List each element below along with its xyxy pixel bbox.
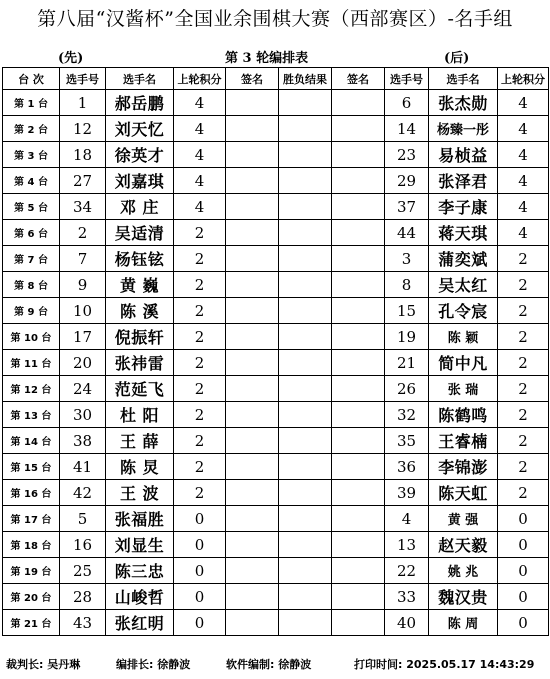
white-player-name: 陈天虹 [429, 480, 498, 506]
black-player-number: 12 [60, 116, 106, 142]
black-player-name: 王 薛 [106, 428, 174, 454]
white-player-number: 33 [385, 584, 429, 610]
white-signature [332, 584, 385, 610]
black-player-name: 陈三忠 [106, 558, 174, 584]
col-header-result: 胜负结果 [279, 68, 332, 90]
white-signature [332, 116, 385, 142]
white-player-name: 简中凡 [429, 350, 498, 376]
table-number: 第 20 台 [3, 584, 60, 610]
white-points: 2 [498, 298, 549, 324]
white-points: 4 [498, 90, 549, 116]
black-player-name: 刘天忆 [106, 116, 174, 142]
black-player-name: 杨钰铉 [106, 246, 174, 272]
white-player-number: 3 [385, 246, 429, 272]
table-row [3, 506, 549, 532]
black-points: 0 [174, 610, 226, 636]
white-signature [332, 194, 385, 220]
black-points: 0 [174, 558, 226, 584]
col-header-black-name: 选手名 [106, 68, 174, 90]
table-row [3, 584, 549, 610]
table-number: 第 15 台 [3, 454, 60, 480]
black-signature [226, 376, 279, 402]
white-player-name: 陈 周 [429, 610, 498, 636]
white-points: 2 [498, 246, 549, 272]
white-points: 0 [498, 532, 549, 558]
black-player-number: 1 [60, 90, 106, 116]
white-signature [332, 376, 385, 402]
black-points: 2 [174, 376, 226, 402]
black-player-number: 30 [60, 402, 106, 428]
table-row [3, 532, 549, 558]
black-player-number: 7 [60, 246, 106, 272]
white-player-number: 21 [385, 350, 429, 376]
result [279, 532, 332, 558]
col-header-white-no: 选手号 [385, 68, 429, 90]
white-player-name: 张杰勋 [429, 90, 498, 116]
col-header-white-points: 上轮积分 [498, 68, 549, 90]
black-signature [226, 350, 279, 376]
white-signature [332, 506, 385, 532]
white-player-number: 4 [385, 506, 429, 532]
black-signature [226, 584, 279, 610]
black-player-name: 张祎雷 [106, 350, 174, 376]
black-player-name: 范延飞 [106, 376, 174, 402]
white-player-number: 19 [385, 324, 429, 350]
page-title: 第八届“汉酱杯”全国业余围棋大赛（西部赛区）-名手组 [37, 8, 513, 30]
arranger-text: 编排长: 徐静波 [116, 658, 191, 671]
table-row [3, 116, 549, 142]
referee-text: 裁判长: 吴丹琳 [6, 658, 81, 671]
black-points: 2 [174, 298, 226, 324]
table-number: 第 17 台 [3, 506, 60, 532]
table-row [3, 376, 549, 402]
white-player-number: 14 [385, 116, 429, 142]
table-row [3, 298, 549, 324]
table-row [3, 402, 549, 428]
black-signature [226, 454, 279, 480]
pairing-table [2, 67, 549, 636]
col-header-black-sign: 签名 [226, 68, 279, 90]
white-player-name: 赵天毅 [429, 532, 498, 558]
white-player-number: 26 [385, 376, 429, 402]
white-player-name: 姚 兆 [429, 558, 498, 584]
result [279, 610, 332, 636]
table-number: 第 2 台 [3, 116, 60, 142]
white-player-name: 蒋天琪 [429, 220, 498, 246]
table-row [3, 350, 549, 376]
round-label: 第 3 轮编排表 [225, 51, 309, 66]
white-points: 2 [498, 324, 549, 350]
white-points: 0 [498, 558, 549, 584]
black-player-name: 山峻哲 [106, 584, 174, 610]
black-player-number: 16 [60, 532, 106, 558]
table-number: 第 21 台 [3, 610, 60, 636]
black-player-name: 邓 庄 [106, 194, 174, 220]
result [279, 584, 332, 610]
table-number: 第 19 台 [3, 558, 60, 584]
black-signature [226, 506, 279, 532]
white-points: 0 [498, 506, 549, 532]
black-player-number: 38 [60, 428, 106, 454]
black-signature [226, 116, 279, 142]
table-row [3, 220, 549, 246]
white-points: 0 [498, 610, 549, 636]
table-row [3, 558, 549, 584]
white-player-number: 22 [385, 558, 429, 584]
col-header-table: 台 次 [3, 68, 60, 90]
black-signature [226, 558, 279, 584]
white-player-number: 35 [385, 428, 429, 454]
result [279, 558, 332, 584]
white-player-number: 8 [385, 272, 429, 298]
table-number: 第 8 台 [3, 272, 60, 298]
white-signature [332, 246, 385, 272]
white-points: 2 [498, 350, 549, 376]
white-player-number: 29 [385, 168, 429, 194]
white-player-number: 15 [385, 298, 429, 324]
table-number: 第 7 台 [3, 246, 60, 272]
table-row [3, 428, 549, 454]
white-player-name: 黄 强 [429, 506, 498, 532]
result [279, 142, 332, 168]
white-player-number: 6 [385, 90, 429, 116]
table-number: 第 13 台 [3, 402, 60, 428]
black-signature [226, 142, 279, 168]
white-player-number: 40 [385, 610, 429, 636]
result [279, 90, 332, 116]
black-player-name: 倪振轩 [106, 324, 174, 350]
black-signature [226, 428, 279, 454]
black-points: 2 [174, 480, 226, 506]
result [279, 506, 332, 532]
col-header-white-sign: 签名 [332, 68, 385, 90]
white-signature [332, 90, 385, 116]
black-signature [226, 168, 279, 194]
white-points: 4 [498, 194, 549, 220]
white-points: 4 [498, 168, 549, 194]
black-player-name: 杜 阳 [106, 402, 174, 428]
black-player-number: 17 [60, 324, 106, 350]
white-player-number: 23 [385, 142, 429, 168]
black-points: 4 [174, 116, 226, 142]
table-number: 第 9 台 [3, 298, 60, 324]
table-row [3, 610, 549, 636]
white-signature [332, 532, 385, 558]
black-player-name: 陈 溪 [106, 298, 174, 324]
white-player-name: 魏汉贵 [429, 584, 498, 610]
black-points: 2 [174, 454, 226, 480]
table-number: 第 16 台 [3, 480, 60, 506]
result [279, 428, 332, 454]
col-header-black-no: 选手号 [60, 68, 106, 90]
black-player-name: 王 波 [106, 480, 174, 506]
black-signature [226, 324, 279, 350]
table-number: 第 14 台 [3, 428, 60, 454]
black-player-name: 徐英才 [106, 142, 174, 168]
white-signature [332, 142, 385, 168]
table-number: 第 4 台 [3, 168, 60, 194]
black-points: 0 [174, 584, 226, 610]
white-points: 2 [498, 272, 549, 298]
white-player-number: 37 [385, 194, 429, 220]
software-text: 软件编制: 徐静波 [226, 658, 312, 671]
white-signature [332, 350, 385, 376]
black-player-number: 24 [60, 376, 106, 402]
print-time-text: 打印时间: 2025.05.17 14:43:29 [354, 658, 535, 671]
white-signature [332, 454, 385, 480]
black-player-number: 34 [60, 194, 106, 220]
black-signature [226, 402, 279, 428]
black-player-name: 郝岳鹏 [106, 90, 174, 116]
white-player-name: 李子康 [429, 194, 498, 220]
table-row [3, 324, 549, 350]
white-player-name: 李锦澎 [429, 454, 498, 480]
table-number: 第 6 台 [3, 220, 60, 246]
table-row [3, 480, 549, 506]
white-player-name: 易桢益 [429, 142, 498, 168]
black-points: 4 [174, 90, 226, 116]
black-player-number: 43 [60, 610, 106, 636]
black-player-name: 陈 炅 [106, 454, 174, 480]
black-player-number: 20 [60, 350, 106, 376]
white-player-number: 32 [385, 402, 429, 428]
white-player-name: 吴太红 [429, 272, 498, 298]
black-signature [226, 194, 279, 220]
white-points: 2 [498, 376, 549, 402]
table-row [3, 142, 549, 168]
white-player-number: 13 [385, 532, 429, 558]
black-signature [226, 298, 279, 324]
white-signature [332, 402, 385, 428]
black-signature [226, 532, 279, 558]
black-signature [226, 90, 279, 116]
black-player-number: 25 [60, 558, 106, 584]
table-number: 第 18 台 [3, 532, 60, 558]
col-header-white-name: 选手名 [429, 68, 498, 90]
black-points: 0 [174, 506, 226, 532]
round-subheader [0, 47, 550, 67]
result [279, 402, 332, 428]
result [279, 194, 332, 220]
black-player-number: 9 [60, 272, 106, 298]
white-player-name: 张泽君 [429, 168, 498, 194]
black-points: 4 [174, 194, 226, 220]
black-player-name: 刘嘉琪 [106, 168, 174, 194]
result [279, 376, 332, 402]
result [279, 246, 332, 272]
black-player-number: 2 [60, 220, 106, 246]
white-player-name: 杨臻一彤 [429, 116, 498, 142]
white-player-name: 孔令宸 [429, 298, 498, 324]
table-number: 第 3 台 [3, 142, 60, 168]
white-signature [332, 324, 385, 350]
result [279, 168, 332, 194]
black-points: 2 [174, 272, 226, 298]
black-player-number: 18 [60, 142, 106, 168]
white-points: 2 [498, 480, 549, 506]
table-number: 第 10 台 [3, 324, 60, 350]
result [279, 298, 332, 324]
result [279, 220, 332, 246]
black-player-name: 张福胜 [106, 506, 174, 532]
black-player-name: 黄 巍 [106, 272, 174, 298]
white-player-name: 蒲奕斌 [429, 246, 498, 272]
black-player-number: 41 [60, 454, 106, 480]
white-side-label: (后) [444, 51, 470, 66]
white-signature [332, 480, 385, 506]
black-points: 2 [174, 220, 226, 246]
result [279, 454, 332, 480]
white-signature [332, 428, 385, 454]
white-player-number: 36 [385, 454, 429, 480]
white-signature [332, 558, 385, 584]
black-signature [226, 610, 279, 636]
black-points: 2 [174, 324, 226, 350]
table-number: 第 1 台 [3, 90, 60, 116]
black-points: 4 [174, 142, 226, 168]
white-player-name: 张 瑞 [429, 376, 498, 402]
table-row [3, 168, 549, 194]
black-points: 0 [174, 532, 226, 558]
white-points: 2 [498, 428, 549, 454]
table-row [3, 454, 549, 480]
white-player-number: 44 [385, 220, 429, 246]
white-player-name: 陈鹤鸣 [429, 402, 498, 428]
black-points: 4 [174, 168, 226, 194]
table-number: 第 12 台 [3, 376, 60, 402]
black-signature [226, 480, 279, 506]
black-player-name: 张红明 [106, 610, 174, 636]
black-player-number: 28 [60, 584, 106, 610]
white-signature [332, 298, 385, 324]
white-points: 0 [498, 584, 549, 610]
col-header-black-points: 上轮积分 [174, 68, 226, 90]
black-signature [226, 246, 279, 272]
white-points: 2 [498, 402, 549, 428]
result [279, 324, 332, 350]
white-signature [332, 272, 385, 298]
white-signature [332, 610, 385, 636]
black-player-name: 吴适清 [106, 220, 174, 246]
black-points: 2 [174, 402, 226, 428]
footer [0, 656, 550, 674]
result [279, 116, 332, 142]
white-points: 4 [498, 116, 549, 142]
black-player-number: 42 [60, 480, 106, 506]
table-row [3, 90, 549, 116]
black-points: 2 [174, 246, 226, 272]
white-signature [332, 220, 385, 246]
black-signature [226, 220, 279, 246]
white-points: 4 [498, 142, 549, 168]
result [279, 350, 332, 376]
white-signature [332, 168, 385, 194]
black-player-number: 27 [60, 168, 106, 194]
result [279, 272, 332, 298]
black-points: 2 [174, 350, 226, 376]
white-points: 2 [498, 454, 549, 480]
black-side-label: (先) [58, 51, 84, 66]
black-points: 2 [174, 428, 226, 454]
white-points: 4 [498, 220, 549, 246]
white-player-number: 39 [385, 480, 429, 506]
table-number: 第 5 台 [3, 194, 60, 220]
black-signature [226, 272, 279, 298]
table-header-row [3, 68, 549, 90]
table-row [3, 194, 549, 220]
white-player-name: 王睿楠 [429, 428, 498, 454]
table-row [3, 272, 549, 298]
black-player-name: 刘显生 [106, 532, 174, 558]
result [279, 480, 332, 506]
table-row [3, 246, 549, 272]
black-player-number: 5 [60, 506, 106, 532]
black-player-number: 10 [60, 298, 106, 324]
table-number: 第 11 台 [3, 350, 60, 376]
white-player-name: 陈 颖 [429, 324, 498, 350]
